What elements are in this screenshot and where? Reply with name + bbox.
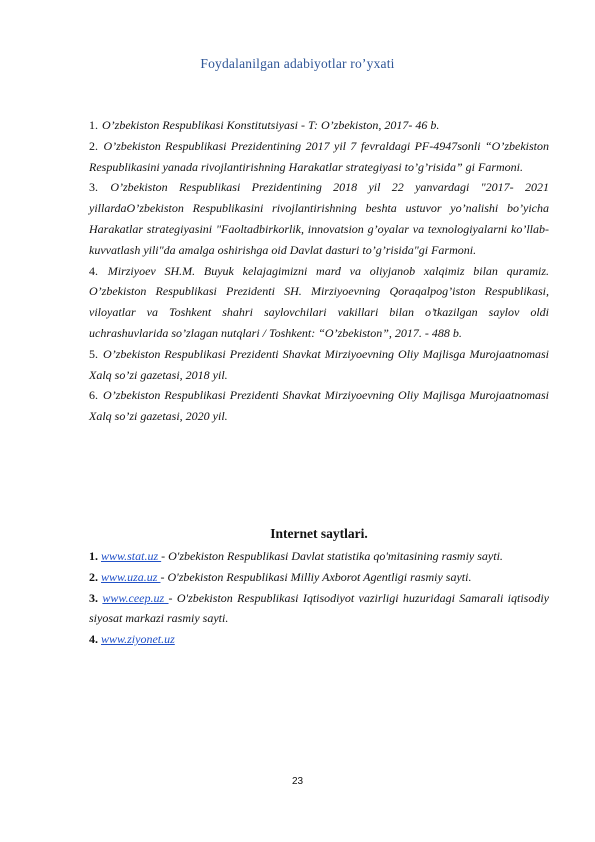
reference-text: O’zbekiston Respublikasi Konstitutsiyasi - T: O’zbekiston, 2017- 46 b.: [102, 118, 440, 132]
section-heading: Internet saytlari.: [270, 526, 368, 541]
item-number: 1.: [89, 549, 98, 563]
item-number: 4.: [89, 263, 98, 278]
internet-sites-list: [89, 546, 549, 650]
page-title: Foydalanilgan adabiyotlar ro’yxati: [200, 56, 395, 71]
item-number: 2.: [89, 569, 98, 584]
site-link[interactable]: www.uza.uz: [101, 569, 161, 584]
site-description: - O'zbekiston Respublikasi Iqtisodiyot vazirligi huzuridagi Samarali iqtisodiy siyosat markazi rasmiy sayti.: [89, 590, 549, 626]
reference-text: O’zbekiston Respublikasi Prezidenti Shavkat Mirziyoevning Oliy Majlisga Murojaatnomasi Xalq so’zi gazetasi, 2020 yil.: [89, 388, 550, 424]
site-link[interactable]: www.stat.uz: [101, 549, 162, 563]
item-number: 6.: [89, 388, 98, 403]
item-number: 3.: [89, 590, 98, 605]
item-number: 4.: [89, 632, 98, 647]
reference-text: O’zbekiston Respublikasi Prezidenti Shavkat Mirziyoevning Oliy Majlisga Murojaatnomasi Xalq so’zi gazetasi, 2018 yil.: [89, 346, 550, 382]
site-link[interactable]: www.ziyonet.uz: [101, 632, 175, 647]
list-item: [89, 546, 549, 567]
item-number: 3.: [89, 180, 98, 195]
list-item: [89, 177, 549, 260]
list-item: [89, 115, 549, 136]
site-link[interactable]: www.ceep.uz: [102, 590, 169, 605]
list-item: [89, 588, 549, 630]
reference-text: O’zbekiston Respublikasi Prezidentining 2017 yil 7 fevraldagi PF-4947sonli “O’zbekiston Respublikasini yanada rivojlantirishning Harakatlar strategiyasi to’g’risida” gi Farmoni.: [89, 138, 550, 174]
reference-text: Mirziyoev SH.M. Buyuk kelajagimizni mard va oliyjanob xalqimiz bilan quramiz. O’zbekiston Respublikasi Prezidenti SH. Mirziyoevning Qoraqalpog’iston Respublikasi, viloyatlar va Toshkent shahri saylovchilari vakillari bilan o’tkazilgan saylov oldi uchrashuvlarida so’zlagan nutqlari / Toshkent: “O’zbekiston”, 2017. - 488 b.: [89, 263, 549, 340]
references-list: [89, 115, 549, 427]
list-item: [89, 629, 549, 650]
list-item: [89, 136, 549, 178]
item-number: 2.: [89, 138, 98, 153]
list-item: [89, 567, 549, 588]
list-item: [89, 261, 549, 344]
list-item: [89, 344, 549, 386]
page-number: 23: [291, 776, 304, 787]
site-description: - O'zbekiston Respublikasi Davlat statistika qo'mitasining rasmiy sayti.: [161, 549, 503, 563]
list-item: [89, 385, 549, 427]
item-number: 5.: [89, 346, 98, 361]
item-number: 1.: [89, 118, 98, 132]
site-description: - O'zbekiston Respublikasi Milliy Axborot Agentligi rasmiy sayti.: [160, 569, 472, 584]
reference-text: O’zbekiston Respublikasi Prezidentining 2018 yil 22 yanvardagi "2017- 2021 yillardaO’zbekiston Respublikasini rivojlantirishning beshta ustuvor yo’nalishi bo’yicha Harakatlar strategiyasini "Faoltadbirkorlik, innovatsion g’oyalar va texnologiyalarni ko’llab-kuvvatlash yili"da amalga oshirishga oid Davlat dasturi to’g’risida"gi Farmoni.: [89, 180, 549, 257]
